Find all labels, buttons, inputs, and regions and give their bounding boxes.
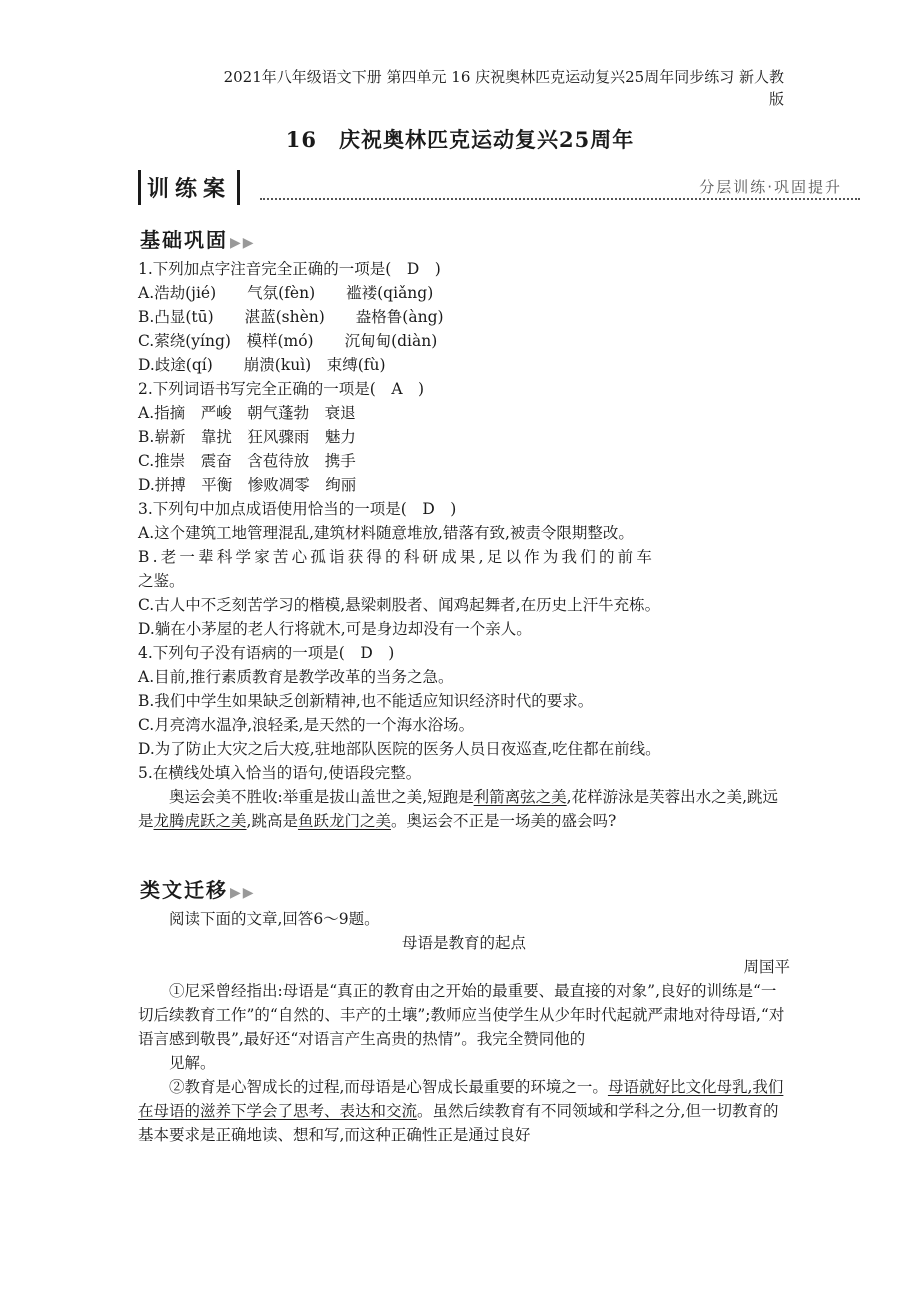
basic-questions bbox=[138, 257, 790, 833]
header-line-2: 版 bbox=[768, 90, 784, 108]
section-transfer-label: 类文迁移 bbox=[140, 878, 228, 902]
article-para-2 bbox=[138, 1075, 790, 1147]
q1-option-a: A.浩劫(jié) 气氛(fèn) 褴褛(qiǎng) bbox=[138, 284, 434, 302]
q4-option-c: C.月亮湾水温净,浪轻柔,是天然的一个海水浴场。 bbox=[138, 716, 475, 734]
q3-stem: 3.下列句中加点成语使用恰当的一项是( D ) bbox=[138, 500, 457, 518]
lesson-title: 16 庆祝奥林匹克运动复兴25周年 bbox=[285, 127, 635, 152]
q5-stem: 5.在横线处填入恰当的语句,使语段完整。 bbox=[138, 764, 422, 782]
q5-text-2: ,花样游泳是芙蓉出水之美,跳远是 bbox=[138, 788, 779, 830]
q5-text-3: ,跳高是 bbox=[246, 812, 298, 830]
header-line-1: 2021年八年级语文下册 第四单元 16 庆祝奥林匹克运动复兴25周年同步练习 新人教 bbox=[223, 68, 784, 86]
q2-option-a: A.指摘 严峻 朝气蓬勃 衰退 bbox=[138, 404, 356, 422]
q4-option-b: B.我们中学生如果缺乏创新精神,也不能适应知识经济时代的要求。 bbox=[138, 692, 594, 710]
q5-fill-2: 龙腾虎跃之美 bbox=[153, 812, 247, 830]
para-2-underlined: 母语就好比文化母乳,我们在母语的滋养下学会了思考、表达和交流 bbox=[138, 1078, 784, 1120]
q5-fill-3: 鱼跃龙门之美 bbox=[297, 812, 391, 830]
reading-intro: 阅读下面的文章,回答6～9题。 bbox=[169, 910, 380, 928]
q5-text-1: 奥运会美不胜收:举重是拔山盖世之美,短跑是 bbox=[169, 788, 474, 806]
training-label: 训练案 bbox=[138, 170, 240, 205]
article-title: 母语是教育的起点 bbox=[401, 934, 526, 952]
para-2-text-a: ②教育是心智成长的过程,而母语是心智成长最重要的环境之一。 bbox=[169, 1078, 608, 1096]
reading-section bbox=[138, 907, 790, 1147]
q5-passage bbox=[138, 785, 790, 833]
para-2-text-b: 。虽然后续教育有不同领域和学科之分,但一切教育的基本要求是正确地读、想和写,而这种正确性正是通过良好 bbox=[138, 1102, 779, 1144]
dotted-divider bbox=[260, 198, 860, 200]
arrow-icon: ▶▶ bbox=[230, 885, 256, 901]
arrow-icon: ▶▶ bbox=[230, 235, 256, 251]
document-header bbox=[136, 66, 784, 110]
q4-option-d: D.为了防止大灾之后大疫,驻地部队医院的医务人员日夜巡查,吃住都在前线。 bbox=[138, 740, 661, 758]
q2-option-b: B.崭新 靠扰 狂风骤雨 魅力 bbox=[138, 428, 356, 446]
article-para-1: ①尼采曾经指出:母语是“真正的教育由之开始的最重要、最直接的对象”,良好的训练是“一切后续教育工作”的“自然的、丰产的土壤”;教师应当使学生从少年时代起就严肃地对待母语,“对语言感到敬畏”,最好还“对语言产生高贵的热情”。我完全赞同他的 bbox=[138, 982, 785, 1048]
training-banner bbox=[138, 170, 860, 204]
q2-option-c: C.推崇 震奋 含苞待放 携手 bbox=[138, 452, 356, 470]
q1-option-c: C.萦绕(yíng) 模样(mó) 沉甸甸(diàn) bbox=[138, 332, 438, 350]
q3-option-d: D.躺在小茅屋的老人行将就木,可是身边却没有一个亲人。 bbox=[138, 620, 532, 638]
q2-stem: 2.下列词语书写完全正确的一项是( A ) bbox=[138, 380, 425, 398]
q1-option-b: B.凸显(tū) 湛蓝(shèn) 盎格鲁(àng) bbox=[138, 308, 444, 326]
q4-stem: 4.下列句子没有语病的一项是( D ) bbox=[138, 644, 395, 662]
q1-option-d: D.歧途(qí) 崩溃(kuì) 束缚(fù) bbox=[138, 356, 386, 374]
q5-text-4: 。奥运会不正是一场美的盛会吗? bbox=[390, 812, 617, 830]
q5-fill-1: 利箭离弦之美 bbox=[473, 788, 567, 806]
q3-option-c: C.古人中不乏刻苦学习的楷模,悬梁刺股者、闻鸡起舞者,在历史上汗牛充栋。 bbox=[138, 596, 661, 614]
training-subtitle: 分层训练·巩固提升 bbox=[695, 176, 842, 197]
q4-option-a: A.目前,推行素质教育是教学改革的当务之急。 bbox=[138, 668, 454, 686]
q3-option-b-cont: 之鉴。 bbox=[138, 572, 185, 590]
article-author: 周国平 bbox=[743, 958, 790, 976]
q3-option-b: B.老一辈科学家苦心孤诣获得的科研成果,足以作为我们的前车 bbox=[138, 548, 656, 566]
q1-stem: 1.下列加点字注音完全正确的一项是( D ) bbox=[138, 260, 441, 278]
q3-option-a: A.这个建筑工地管理混乱,建筑材料随意堆放,错落有致,被责令限期整改。 bbox=[138, 524, 634, 542]
article-para-1-tail: 见解。 bbox=[169, 1054, 216, 1072]
q2-option-d: D.拼搏 平衡 惨败凋零 绚丽 bbox=[138, 476, 357, 494]
section-basic-label: 基础巩固 bbox=[140, 228, 228, 252]
section-basic bbox=[140, 224, 256, 253]
section-transfer bbox=[140, 874, 256, 903]
